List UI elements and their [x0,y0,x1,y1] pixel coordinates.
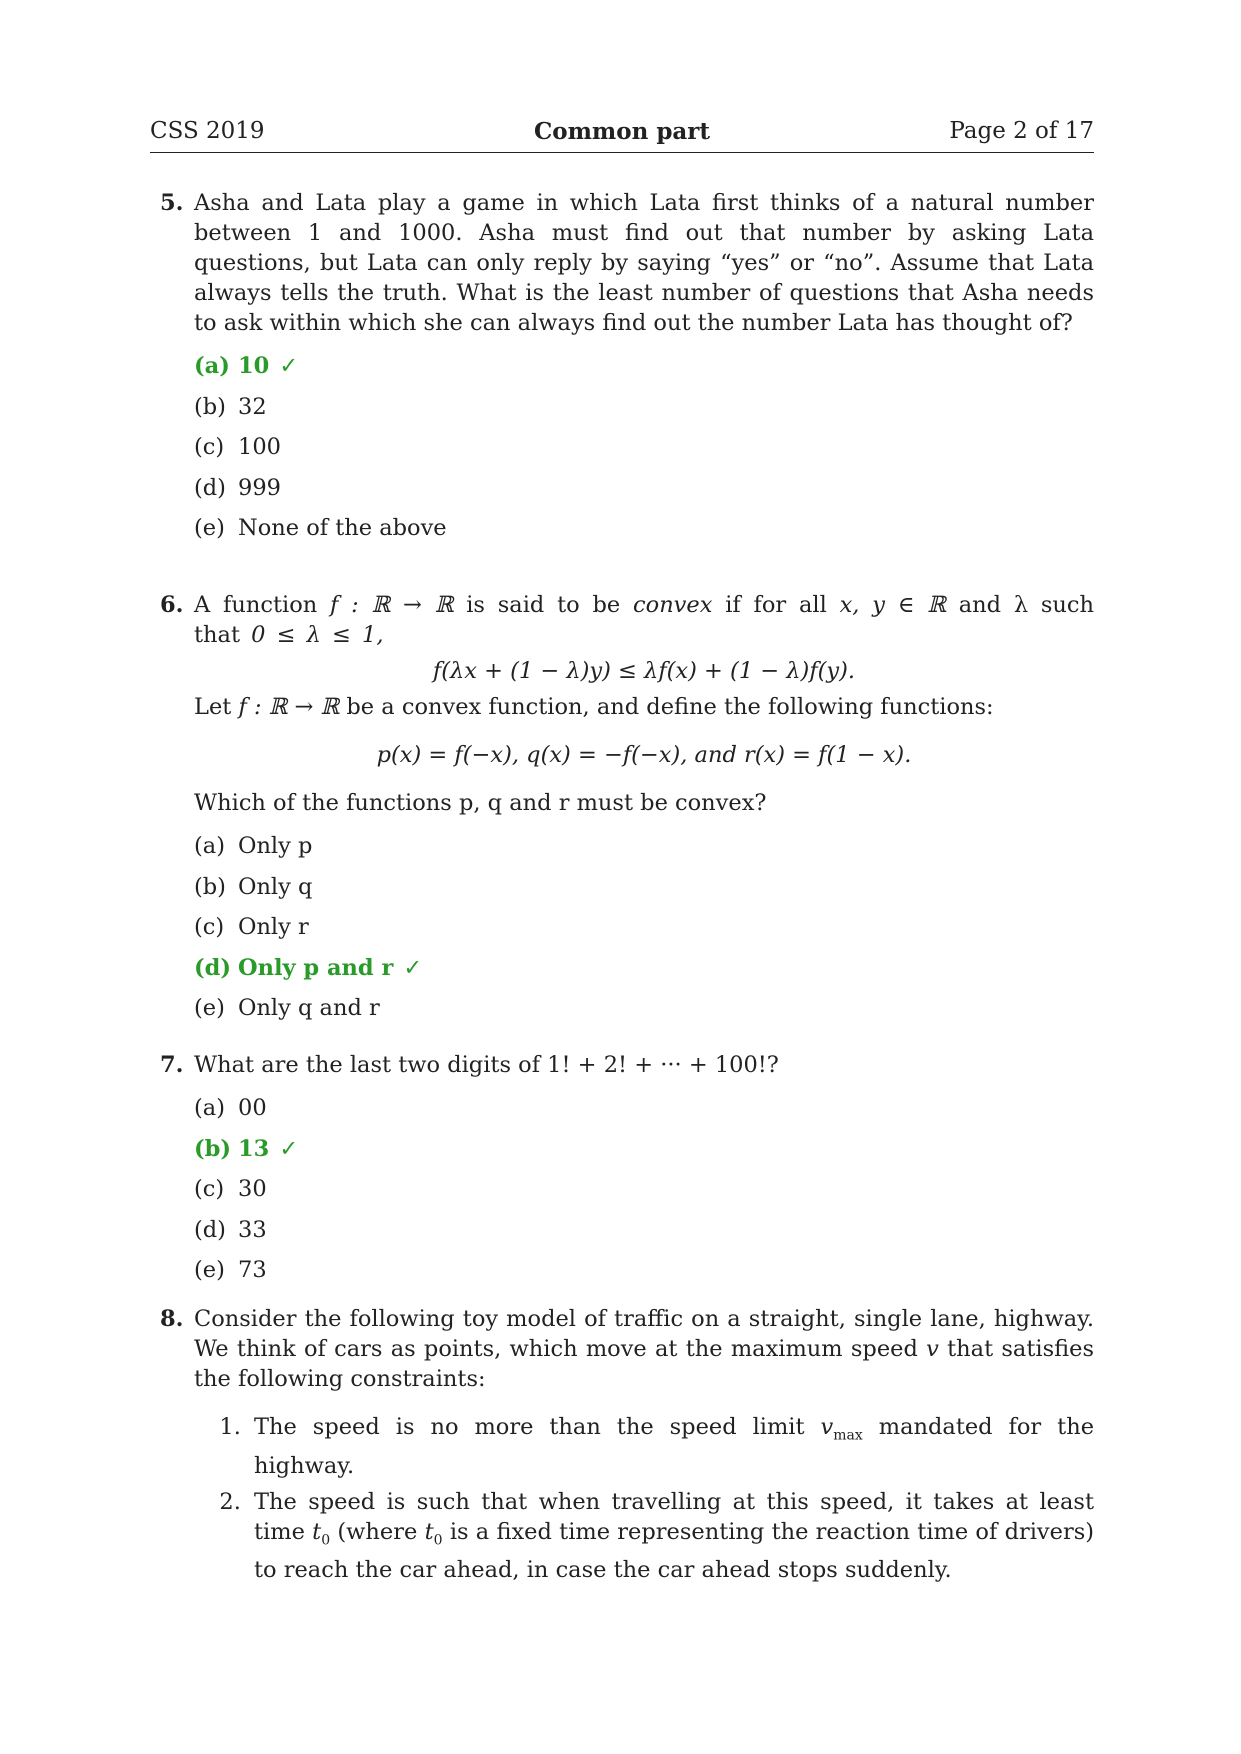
option-e [194,508,1094,549]
option-label: (a) [194,353,230,379]
header-page-number: Page 2 of 17 [949,118,1094,144]
option-text: 999 [238,474,281,501]
function-definitions: p(x) = f(−x), q(x) = −f(−x), and r(x) = f(1 − x). [376,742,912,768]
option-label: (d) [194,474,226,501]
option-d [194,468,1094,509]
option-label: (b) [194,1135,232,1162]
question-text: What are the last two digits of 1! + 2! + ··· + 100!? [194,1052,779,1078]
options-list [194,1088,1094,1291]
option-text: Only p and r [238,954,394,981]
option-text: None of the above [238,515,447,541]
option-e [194,988,1094,1029]
checkmark-icon: ✓ [403,954,423,981]
question-5 [160,188,1094,549]
options-list [194,826,1094,1029]
option-text: 32 [238,393,267,420]
option-d [194,948,1094,989]
option-text: 100 [238,434,281,460]
option-b [194,1129,1094,1170]
question-8 [160,1304,1094,1591]
question-text: Asha and Lata play a game in which Lata first thinks of a natural number between 1 and 1000. Asha must find out that number by asking Lata questions, but Lata can only reply by saying “yes” or “no”. Assume that Lata always tells the truth. What is the least number of questions that Asha needs to ask within which she can always find out the number Lata has thought of? [194,190,1094,336]
option-text: 33 [238,1216,267,1243]
option-b [194,387,1094,428]
question-number: 6. [160,592,184,618]
option-a [194,346,1094,387]
option-label: (e) [194,995,225,1021]
option-label: (e) [194,515,225,541]
option-label: (c) [194,914,225,940]
constraint-item: 1. The speed is no more than the speed limit $v_{max}$ mandated for the highway. [248,1412,1094,1481]
question-number: 5. [160,190,184,216]
convexity-inequality: f(λx + (1 − λ)y) ≤ λf(x) + (1 − λ)f(y). [432,658,856,684]
question-7 [160,1050,1094,1291]
option-label: (a) [194,833,225,859]
constraints-list [194,1412,1094,1585]
option-label: (a) [194,1095,225,1121]
option-label: (b) [194,873,226,900]
option-text: Only p [238,833,313,859]
checkmark-icon: ✓ [279,1135,299,1162]
option-c [194,1169,1094,1210]
option-text: 13 [238,1135,270,1162]
header-course: CSS 2019 [150,118,265,144]
option-label: (b) [194,393,226,420]
option-d [194,1210,1094,1251]
option-text: 30 [238,1176,267,1202]
constraint-item: 2. The speed is such that when travelling at this speed, it takes at least time $t_0$ (where $t_0$ is a fixed time representing the reaction time of drivers) to reach the car ahead, in case the car ahead stops suddenly. [248,1487,1094,1586]
option-a [194,826,1094,867]
option-label: (c) [194,434,225,460]
option-label: (c) [194,1176,225,1202]
question-6 [160,590,1094,1029]
question-text: A function f : ℝ → ℝ is said to be convex if for all x, y ∈ ℝ and λ such that 0 ≤ λ ≤ 1, [194,592,1095,648]
option-label: (d) [194,954,232,981]
question-text: Consider the following toy model of traffic on a straight, single lane, highway. We think of cars as points, which move at the maximum speed v that satisfies the following constraints: [194,1306,1094,1392]
option-text: Only q and r [238,995,380,1021]
let-text: Let f : ℝ → ℝ be a convex function, and define the following functions: [194,694,994,720]
option-e [194,1250,1094,1291]
checkmark-icon: ✓ [279,353,299,379]
option-c [194,427,1094,468]
question-number: 7. [160,1052,184,1078]
option-label: (d) [194,1216,226,1243]
question-prompt: Which of the functions p, q and r must be convex? [194,790,767,816]
question-number: 8. [160,1306,184,1332]
option-text: 73 [238,1257,267,1283]
options-list [194,346,1094,549]
page-header [150,104,1094,153]
option-text: Only r [238,914,309,940]
option-text: 10 [238,353,270,379]
header-title: Common part [533,118,711,145]
option-c [194,907,1094,948]
option-text: Only q [238,873,313,900]
option-label: (e) [194,1257,225,1283]
option-a [194,1088,1094,1129]
option-b [194,867,1094,908]
option-text: 00 [238,1095,267,1121]
